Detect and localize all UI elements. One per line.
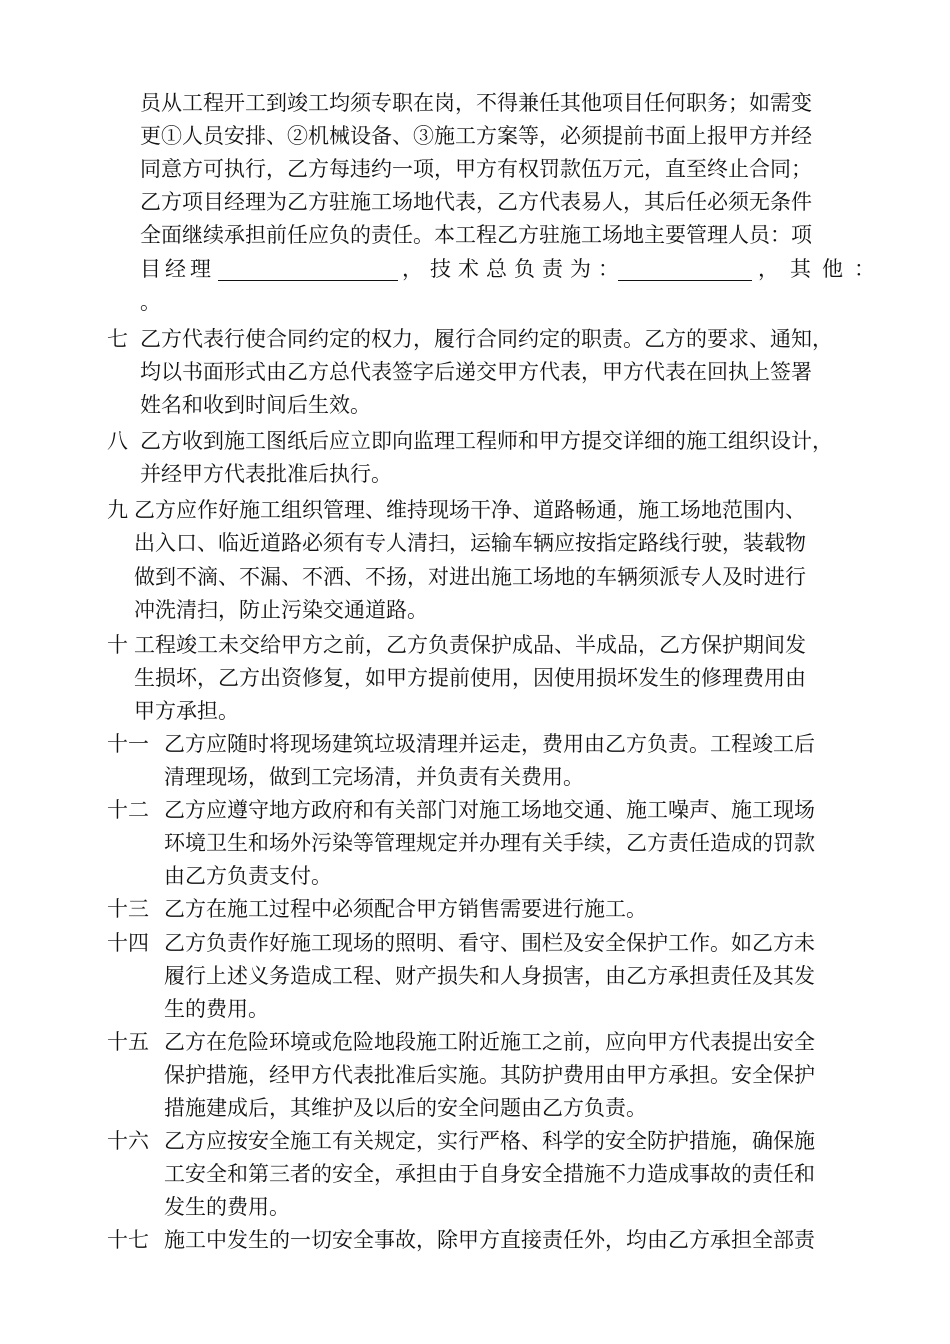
clause-line: [0, 959, 950, 993]
intro-line: [0, 218, 950, 252]
clause-line: [0, 1058, 950, 1092]
clause-line: [0, 892, 950, 926]
technical-lead-label: ，技术总负责为：: [402, 257, 626, 281]
intro-line: [0, 86, 950, 120]
clause-line: [0, 560, 950, 594]
clause-line: [0, 322, 950, 356]
clause-text: 冲洗清扫，防止污染交通道路。: [134, 598, 428, 622]
fill-in-line: [0, 252, 950, 286]
clause-number: 十二: [107, 798, 149, 822]
clause-text: 乙方应遵守地方政府和有关部门对施工场地交通、施工噪声、施工现场: [164, 798, 815, 822]
clause-text: 措施建成后，其维护及以后的安全问题由乙方负责。: [164, 1096, 647, 1120]
clause-number: 十七: [107, 1228, 149, 1252]
clause-number: 九: [107, 498, 128, 522]
clause-text: 乙方应随时将现场建筑垃圾清理并运走，费用由乙方负责。工程竣工后: [164, 732, 815, 756]
clause-line: [0, 526, 950, 560]
clause-text: 乙方应按安全施工有关规定，实行严格、科学的安全防护措施，确保施: [164, 1129, 815, 1153]
intro-end-line: [0, 285, 950, 319]
clause-text: 工程竣工未交给甲方之前，乙方负责保护成品、半成品，乙方保护期间发: [134, 633, 806, 657]
clause-line: [0, 1124, 950, 1158]
clause-line: [0, 1157, 950, 1191]
clause-text: 均以书面形式由乙方总代表签字后递交甲方代表，甲方代表在回执上签署: [140, 360, 812, 384]
clause-text: 乙方收到施工图纸后应立即向监理工程师和甲方提交详细的施工组织设计，: [140, 429, 833, 453]
intro-text: 同意方可执行，乙方每违约一项，甲方有权罚款伍万元，直至终止合同；: [140, 157, 812, 181]
clause-number: 十五: [107, 1030, 149, 1054]
clause-text: 并经甲方代表批准后执行。: [140, 462, 392, 486]
others-label: ，其他：: [758, 257, 886, 281]
clause-line: [0, 1025, 950, 1059]
clause-text: 乙方应作好施工组织管理、维持现场干净、道路畅通，施工场地范围内、: [134, 498, 806, 522]
clause-text: 保护措施，经甲方代表批准后实施。其防护费用由甲方承担。安全保护: [164, 1063, 815, 1087]
clause-text: 乙方在施工过程中必须配合甲方销售需要进行施工。: [164, 897, 647, 921]
clause-text: 乙方在危险环境或危险地段施工附近施工之前，应向甲方代表提出安全: [164, 1030, 815, 1054]
clause-text: 甲方承担。: [134, 699, 239, 723]
clause-number: 十四: [107, 931, 149, 955]
clause-line: [0, 760, 950, 794]
intro-text: 更①人员安排、②机械设备、③施工方案等，必须提前书面上报甲方并经: [140, 124, 812, 148]
clause-number: 十六: [107, 1129, 149, 1153]
technical-lead-blank[interactable]: [618, 256, 752, 281]
clause-line: [0, 457, 950, 491]
clause-number: 十一: [107, 732, 149, 756]
clause-text: 乙方负责作好施工现场的照明、看守、围栏及安全保护工作。如乙方未: [164, 931, 815, 955]
clause-line: [0, 694, 950, 728]
clause-text: 发生的费用。: [164, 1195, 290, 1219]
clause-text: 由乙方负责支付。: [164, 864, 332, 888]
clause-text: 施工中发生的一切安全事故，除甲方直接责任外，均由乙方承担全部责: [164, 1228, 815, 1252]
clause-line: [0, 661, 950, 695]
clause-text: 生的费用。: [164, 997, 269, 1021]
clause-number: 十: [107, 633, 128, 657]
clause-line: [0, 793, 950, 827]
end-mark: 。: [140, 290, 161, 314]
clause-line: [0, 926, 950, 960]
clause-line: [0, 593, 950, 627]
clause-line: [0, 1190, 950, 1224]
intro-line: [0, 152, 950, 186]
clause-text: 乙方代表行使合同约定的权力，履行合同约定的职责。乙方的要求、通知，: [140, 327, 833, 351]
clause-line: [0, 628, 950, 662]
clause-line: [0, 493, 950, 527]
intro-text: 员从工程开工到竣工均须专职在岗，不得兼任其他项目任何职务；如需变: [140, 91, 812, 115]
clause-text: 清理现场，做到工完场清，并负责有关费用。: [164, 765, 584, 789]
clause-text: 做到不滴、不漏、不洒、不扬，对进出施工场地的车辆须派专人及时进行: [134, 565, 806, 589]
clause-line: [0, 1091, 950, 1125]
clause-number: 八: [107, 429, 128, 453]
clause-line: [0, 1223, 950, 1257]
clause-text: 生损坏，乙方出资修复，如甲方提前使用，因使用损坏发生的修理费用由: [134, 666, 806, 690]
clause-text: 环境卫生和场外污染等管理规定并办理有关手续，乙方责任造成的罚款: [164, 831, 815, 855]
intro-text: 全面继续承担前任应负的责任。本工程乙方驻施工场地主要管理人员：项: [140, 223, 812, 247]
project-manager-label: 目经理: [140, 257, 215, 281]
intro-line: [0, 119, 950, 153]
intro-line: [0, 185, 950, 219]
clause-number: 七: [107, 327, 128, 351]
clause-line: [0, 826, 950, 860]
clause-line: [0, 859, 950, 893]
clause-number: 十三: [107, 897, 149, 921]
clause-line: [0, 727, 950, 761]
clause-text: 工安全和第三者的安全，承担由于自身安全措施不力造成事故的责任和: [164, 1162, 815, 1186]
clause-text: 履行上述义务造成工程、财产损失和人身损害，由乙方承担责任及其发: [164, 964, 815, 988]
clause-line: [0, 992, 950, 1026]
project-manager-blank[interactable]: [218, 256, 398, 281]
clause-line: [0, 355, 950, 389]
clause-text: 出入口、临近道路必须有专人清扫，运输车辆应按指定路线行驶，装载物: [134, 531, 806, 555]
clause-text: 姓名和收到时间后生效。: [140, 393, 371, 417]
clause-line: [0, 424, 950, 458]
intro-text: 乙方项目经理为乙方驻施工场地代表，乙方代表易人，其后任必须无条件: [140, 190, 812, 214]
clause-line: [0, 388, 950, 422]
